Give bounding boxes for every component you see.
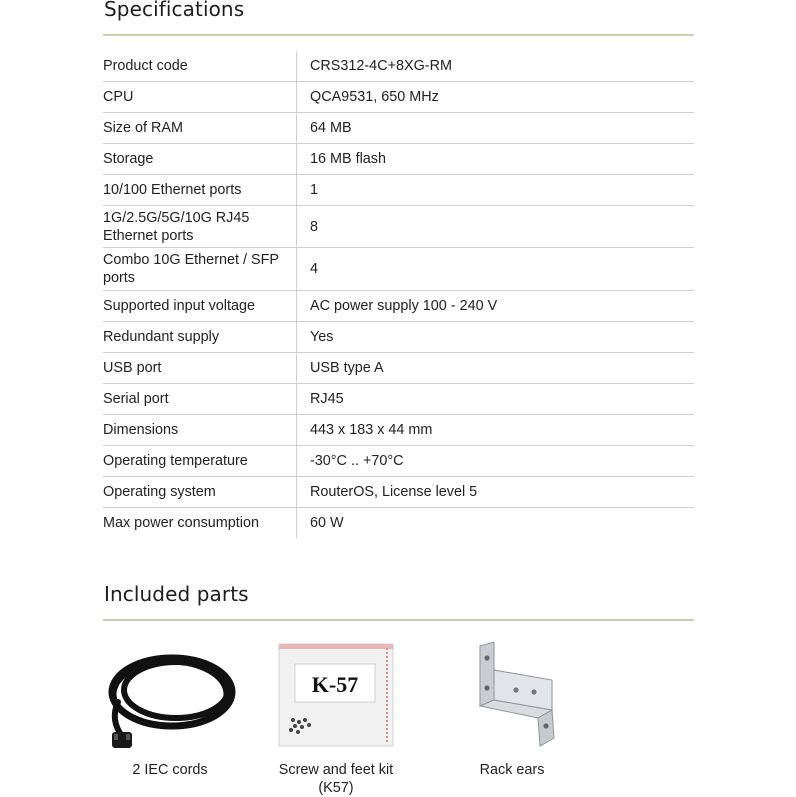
spec-value: 64 MB — [297, 113, 695, 144]
spec-value: -30°C .. +70°C — [297, 446, 695, 477]
included-part-cords — [90, 640, 250, 779]
spec-row — [103, 477, 694, 508]
spec-label: Supported input voltage — [103, 298, 256, 314]
power-cord-icon — [90, 640, 250, 750]
spec-row — [103, 144, 694, 175]
spec-value: RouterOS, License level 5 — [297, 477, 695, 508]
spec-label: Operating system — [103, 484, 216, 500]
spec-value: 4 — [297, 248, 695, 291]
specifications-divider — [103, 34, 694, 36]
spec-row — [103, 51, 694, 82]
spec-row — [103, 175, 694, 206]
spec-label: Serial port — [103, 391, 169, 407]
spec-label: Max power consumption — [103, 515, 259, 531]
spec-label: CPU — [103, 89, 134, 105]
spec-row — [103, 446, 694, 477]
spec-label: 10/100 Ethernet ports — [103, 182, 242, 198]
included-part-screw-kit — [266, 640, 406, 797]
screw-kit-bag-icon — [271, 640, 401, 750]
spec-value: 16 MB flash — [297, 144, 695, 175]
spec-label: USB port — [103, 360, 162, 376]
spec-row — [103, 248, 694, 291]
spec-value: 443 x 183 x 44 mm — [297, 415, 695, 446]
spec-row — [103, 206, 694, 248]
spec-row — [103, 322, 694, 353]
spec-label: Redundant supply — [103, 329, 220, 345]
spec-value: CRS312-4C+8XG-RM — [297, 51, 695, 82]
spec-value: RJ45 — [297, 384, 695, 415]
spec-value: 60 W — [297, 508, 695, 539]
spec-value: QCA9531, 650 MHz — [297, 82, 695, 113]
spec-label: Combo 10G Ethernet / SFP ports — [103, 252, 279, 286]
spec-value: 8 — [297, 206, 695, 248]
spec-row — [103, 113, 694, 144]
spec-label: Dimensions — [103, 422, 179, 438]
spec-value: USB type A — [297, 353, 695, 384]
included-part-label: Screw and feet kit (K57) — [278, 762, 394, 796]
specifications-table — [103, 51, 694, 538]
spec-row — [103, 384, 694, 415]
spec-row — [103, 353, 694, 384]
spec-row — [103, 82, 694, 113]
spec-value: 1 — [297, 175, 695, 206]
included-part-label: 2 IEC cords — [132, 762, 208, 778]
spec-row — [103, 291, 694, 322]
included-parts-title: Included parts — [104, 582, 249, 606]
included-parts-divider — [103, 619, 694, 621]
spec-value: AC power supply 100 - 240 V — [297, 291, 695, 322]
spec-label: Product code — [103, 58, 188, 74]
spec-label: Size of RAM — [103, 120, 183, 136]
spec-row — [103, 415, 694, 446]
spec-label: Storage — [103, 151, 154, 167]
included-part-label: Rack ears — [479, 762, 545, 778]
spec-label: Operating temperature — [103, 453, 248, 469]
rack-ear-bracket-icon — [442, 640, 582, 750]
included-part-rack-ears — [432, 640, 592, 779]
spec-row — [103, 508, 694, 539]
specifications-title: Specifications — [104, 0, 245, 21]
spec-label: 1G/2.5G/5G/10G RJ45 Ethernet ports — [103, 209, 250, 244]
kit-bag-label: K-57 — [311, 672, 359, 697]
spec-value: Yes — [297, 322, 695, 353]
